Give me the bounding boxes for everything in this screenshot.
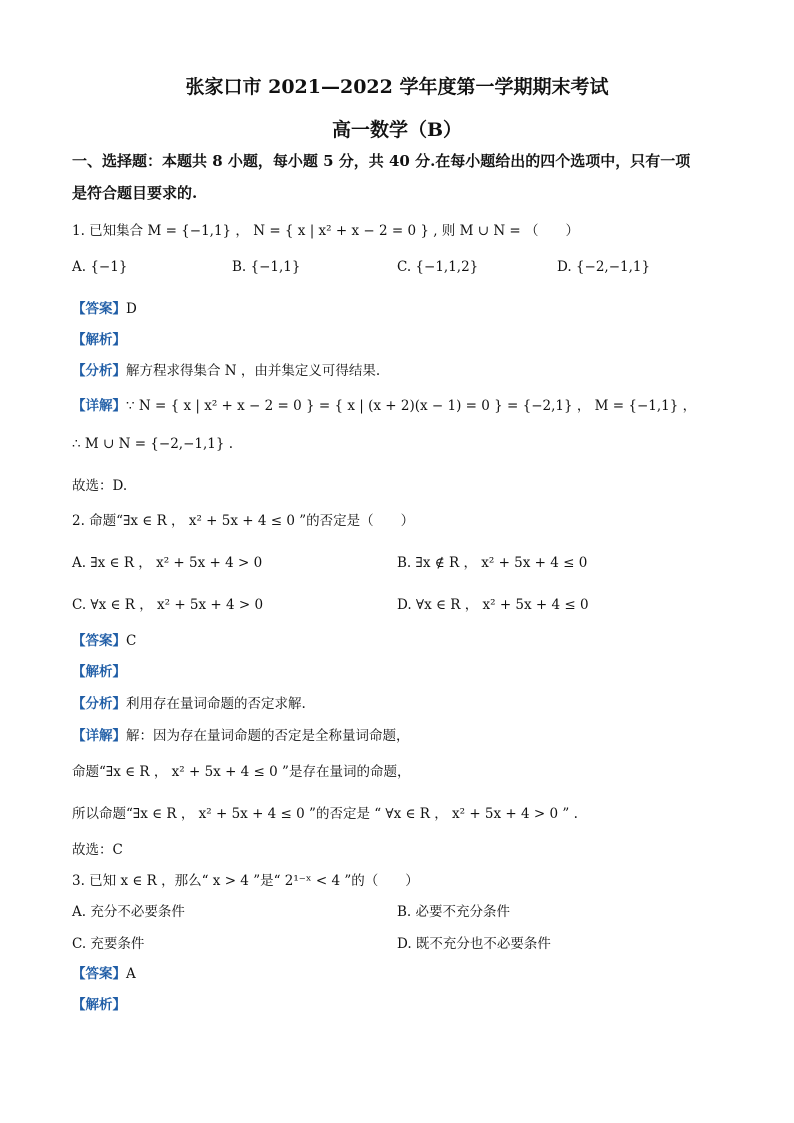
q2-option-d: D. ∀x ∈ R ， x² + 5x + 4 ≤ 0 xyxy=(397,597,589,613)
q1-option-c: C. {−1,1,2} xyxy=(397,259,479,275)
q3-answer xyxy=(72,962,136,982)
xiangjie-tag: 【详解】 xyxy=(72,728,126,744)
fenxi-text: 解方程求得集合 N ，由并集定义可得结果. xyxy=(126,363,381,379)
xiangjie-text: 解：因为存在量词命题的否定是全称量词命题， xyxy=(126,728,410,744)
answer-tag: 【答案】 xyxy=(72,966,126,982)
q2-jiexi xyxy=(72,660,126,680)
q2-xiangjie-line1 xyxy=(72,724,410,744)
page-title: 张家口市 2021—2022 学年度第一学期期末考试 xyxy=(185,76,609,98)
xiangjie-text: ∵ N = { x | x² + x − 2 = 0 } = { x | (x + 2)(x − 1) = 0 } = {−2,1} ， M = {−1,1} ， xyxy=(126,398,697,414)
q2-option-c: C. ∀x ∈ R ， x² + 5x + 4 > 0 xyxy=(72,597,264,613)
section-heading-line1: 一、选择题：本题共 8 小题，每小题 5 分，共 40 分.在每小题给出的四个选项中，只有一项 xyxy=(72,152,691,170)
xiangjie-tag: 【详解】 xyxy=(72,398,126,414)
q3-option-a: A. 充分不必要条件 xyxy=(72,904,185,920)
answer-tag: 【答案】 xyxy=(72,301,126,317)
q1-fenxi xyxy=(72,359,380,379)
q2-xiangjie-line2: 命题“∃x ∈ R ， x² + 5x + 4 ≤ 0 ”是存在量词的命题， xyxy=(72,764,411,780)
q3-jiexi xyxy=(72,993,126,1013)
q1-option-d: D. {−2,−1,1} xyxy=(557,259,651,275)
question-2-stem: 2. 命题“∃x ∈ R ， x² + 5x + 4 ≤ 0 ”的否定是（ ） xyxy=(72,513,415,529)
fenxi-tag: 【分析】 xyxy=(72,363,126,379)
answer-value: A xyxy=(126,966,136,982)
fenxi-text: 利用存在量词命题的否定求解. xyxy=(126,696,306,712)
q3-option-d: D. 既不充分也不必要条件 xyxy=(397,936,551,952)
q1-option-a: A. {−1} xyxy=(72,259,128,275)
q2-option-b: B. ∃x ∉ R ， x² + 5x + 4 ≤ 0 xyxy=(397,555,588,571)
answer-value: D xyxy=(126,301,137,317)
q1-answer xyxy=(72,297,137,317)
question-1-stem: 1. 已知集合 M = {−1,1} ， N = { x | x² + x − 2 = 0 } , 则 M ∪ N = （ ） xyxy=(72,223,580,239)
page-subtitle: 高一数学（B） xyxy=(331,119,463,141)
q2-xiangjie-line3: 所以命题“∃x ∈ R ， x² + 5x + 4 ≤ 0 ”的否定是 “ ∀x ∈ R ， x² + 5x + 4 > 0 ” . xyxy=(72,806,578,822)
q1-jiexi xyxy=(72,328,126,348)
q2-fenxi xyxy=(72,692,306,712)
jiexi-tag: 【解析】 xyxy=(72,997,126,1013)
q2-choose: 故选：C xyxy=(72,842,123,858)
q3-option-b: B. 必要不充分条件 xyxy=(397,904,511,920)
q1-choose: 故选：D. xyxy=(72,478,128,494)
q1-xiangjie-line2: ∴ M ∪ N = {−2,−1,1} . xyxy=(72,436,234,452)
q1-option-b: B. {−1,1} xyxy=(232,259,301,275)
section-heading-line2: 是符合题目要求的. xyxy=(72,184,198,202)
q1-xiangjie-line1 xyxy=(72,394,696,414)
jiexi-tag: 【解析】 xyxy=(72,332,126,348)
q3-option-c: C. 充要条件 xyxy=(72,936,145,952)
fenxi-tag: 【分析】 xyxy=(72,696,126,712)
q2-answer xyxy=(72,629,136,649)
jiexi-tag: 【解析】 xyxy=(72,664,126,680)
q2-option-a: A. ∃x ∈ R ， x² + 5x + 4 > 0 xyxy=(72,555,263,571)
answer-tag: 【答案】 xyxy=(72,633,126,649)
answer-value: C xyxy=(126,633,137,649)
question-3-stem: 3. 已知 x ∈ R ，那么“ x > 4 ”是“ 2¹⁻ˣ < 4 ”的（ ） xyxy=(72,873,419,889)
